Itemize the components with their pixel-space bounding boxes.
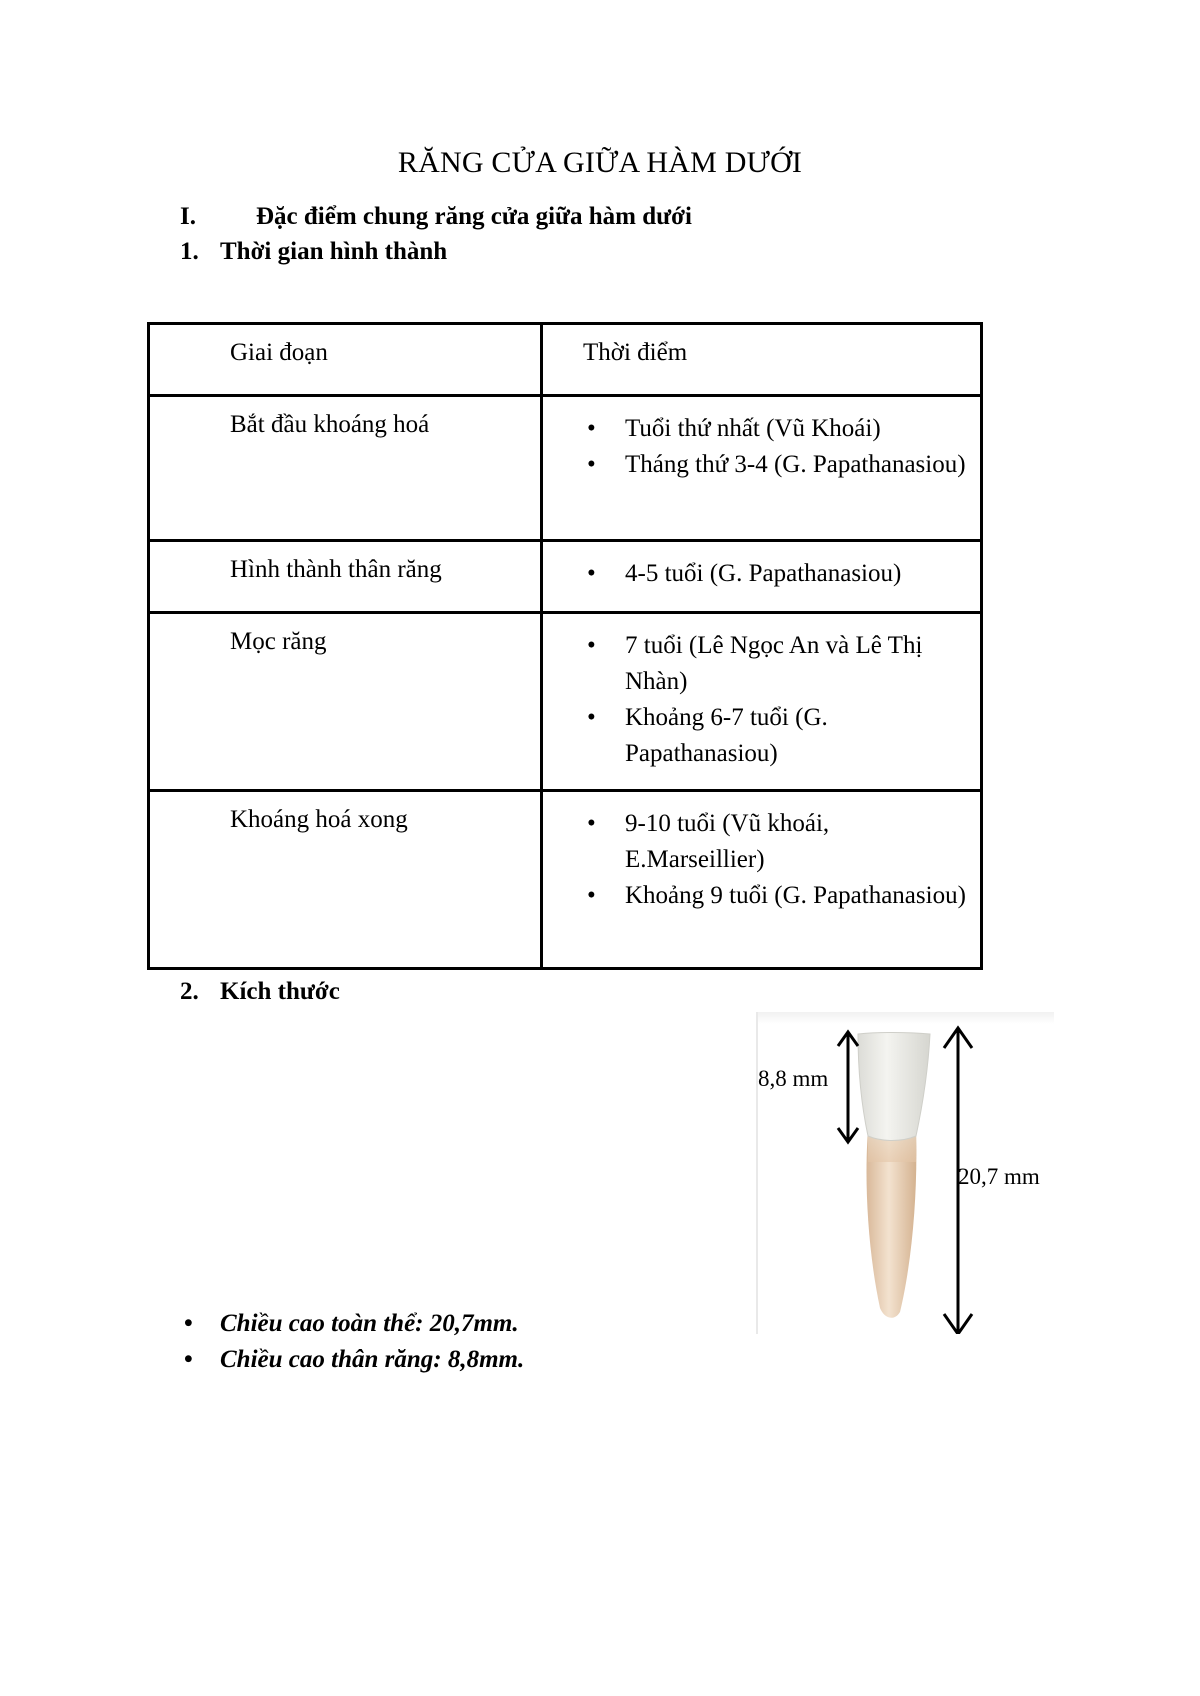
table-cell-stage: Hình thành thân răng — [149, 541, 542, 613]
list-item — [583, 556, 970, 592]
table-row — [149, 396, 982, 541]
bullet-icon: • — [587, 415, 596, 442]
bullet-icon: • — [587, 560, 596, 587]
table-cell-times — [542, 791, 982, 969]
section-heading-text: Đặc điểm chung răng cửa giữa hàm dưới — [256, 203, 692, 230]
table-cell-times — [542, 541, 982, 613]
bullet-icon: • — [587, 810, 596, 837]
table-row — [149, 613, 982, 791]
list-item — [583, 628, 970, 700]
bullet-icon: • — [184, 1346, 193, 1373]
list-item — [583, 700, 970, 772]
table-header-time-label: Thời điểm — [583, 339, 688, 366]
table-header-time — [542, 324, 982, 396]
subsection-heading-size — [180, 978, 340, 1006]
subsection-heading-text: Thời gian hình thành — [220, 238, 448, 265]
list-item-text: Tháng thứ 3-4 (G. Papathanasiou) — [625, 451, 966, 478]
bullet-icon: • — [587, 632, 596, 659]
measurement-total-height: Chiều cao toàn thể: 20,7mm. — [220, 1310, 519, 1337]
list-item-text: 4-5 tuổi (G. Papathanasiou) — [625, 560, 902, 587]
subsection-number: 2. — [180, 978, 199, 1005]
list-item-text: 7 tuổi (Lê Ngọc An và Lê Thị Nhàn) — [625, 632, 923, 695]
section-number: I. — [180, 203, 196, 230]
table-cell-times — [542, 613, 982, 791]
subsection-heading-text: Kích thước — [220, 978, 340, 1005]
list-item-text: 9-10 tuổi (Vũ khoái, E.Marseillier) — [625, 810, 830, 873]
tooth-figure — [756, 1012, 1054, 1334]
table-cell-times — [542, 396, 982, 541]
bullet-icon: • — [587, 451, 596, 478]
list-item — [180, 1306, 524, 1342]
table-header-row — [149, 324, 982, 396]
table-cell-stage: Khoáng hoá xong — [149, 791, 542, 969]
table-row — [149, 541, 982, 613]
table-row — [149, 791, 982, 969]
crown-height-arrow — [838, 1032, 858, 1142]
table-header-stage: Giai đoạn — [149, 324, 542, 396]
tooth-crown-shape — [858, 1033, 930, 1141]
crown-height-label: 8,8 mm — [758, 1066, 829, 1091]
list-item — [583, 447, 970, 483]
list-item — [583, 806, 970, 878]
table-cell-stage: Mọc răng — [149, 613, 542, 791]
formation-timeline-table — [147, 322, 983, 970]
list-item-text: Khoảng 6-7 tuổi (G. Papathanasiou) — [625, 704, 828, 767]
section-heading — [180, 203, 692, 231]
total-height-label: 20,7 mm — [958, 1164, 1040, 1189]
bullet-icon: • — [587, 704, 596, 731]
list-item — [583, 878, 970, 914]
list-item-text: Tuổi thứ nhất (Vũ Khoái) — [625, 415, 881, 442]
page-title: RĂNG CỬA GIỮA HÀM DƯỚI — [397, 146, 803, 179]
table-cell-stage: Bắt đầu khoáng hoá — [149, 396, 542, 541]
measurement-crown-height: Chiều cao thân răng: 8,8mm. — [220, 1346, 525, 1373]
subsection-number: 1. — [180, 238, 199, 265]
list-item — [180, 1342, 524, 1378]
measurement-list — [180, 1306, 524, 1378]
bullet-icon: • — [587, 882, 596, 909]
subsection-heading-formation — [180, 238, 447, 266]
list-item — [583, 411, 970, 447]
list-item-text: Khoảng 9 tuổi (G. Papathanasiou) — [625, 882, 966, 909]
bullet-icon: • — [184, 1310, 193, 1337]
